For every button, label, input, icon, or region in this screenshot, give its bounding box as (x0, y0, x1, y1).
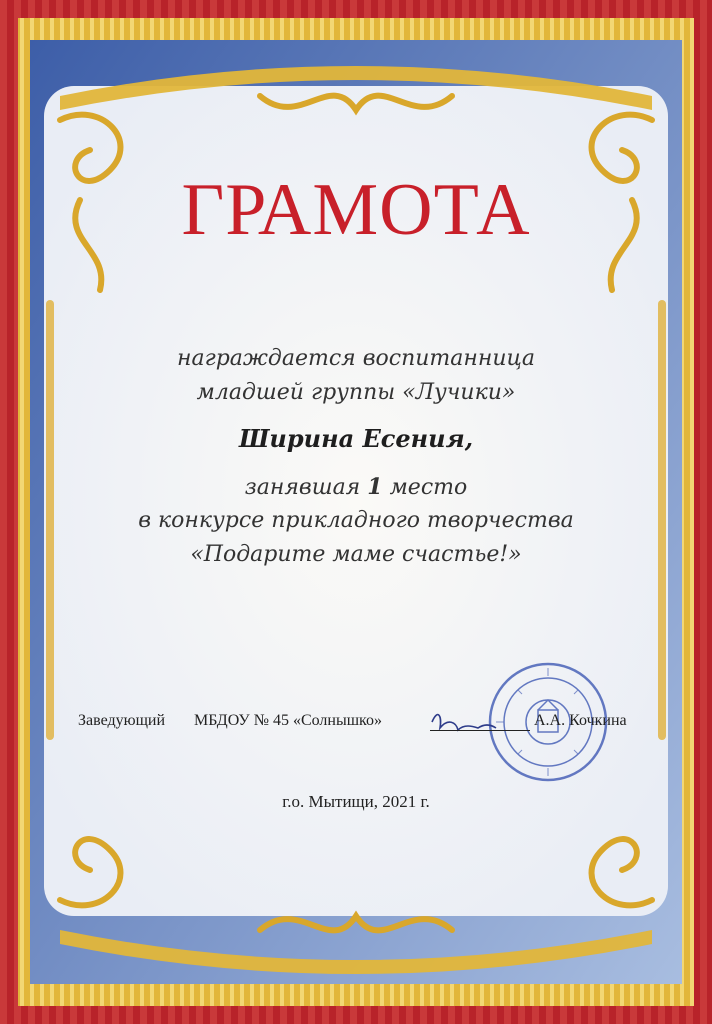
signature-line (78, 712, 658, 742)
signatory-role: Заведующий (78, 712, 166, 729)
contest-line: в конкурсе прикладного творчества (138, 508, 574, 533)
city-year: г.о. Мытищи, 2021 г. (282, 792, 430, 811)
institution-name: МБДОУ № 45 «Солнышко» (194, 712, 383, 729)
certificate-title: ГРАМОТА (181, 169, 531, 251)
place-line (0, 474, 712, 500)
contest-title: «Подарите маме счастье!» (190, 542, 522, 567)
place-number: 1 (367, 474, 383, 500)
place-suffix: место (389, 475, 468, 500)
signatory-name: А.А. Кочкина (534, 712, 627, 729)
recipient-name: Ширина Есения, (238, 424, 474, 453)
group-line: младшей группы «Лучики» (196, 380, 516, 405)
place-prefix: занявшая (244, 475, 361, 500)
signature-underline (430, 728, 530, 731)
award-line: награждается воспитанница (176, 346, 536, 371)
